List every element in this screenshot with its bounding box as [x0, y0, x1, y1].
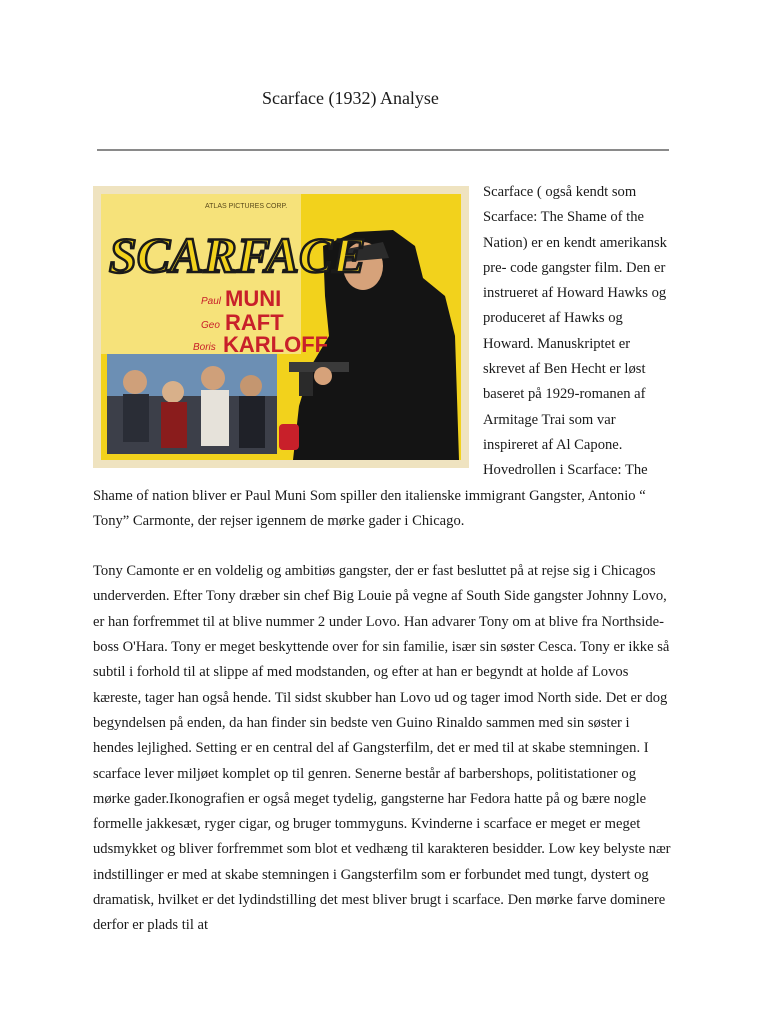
- paragraph-plot: Tony Camonte er en voldelig og ambitiøs gangster, der er fast besluttet på at rejse sig i Chicagos underverden. Efter Tony dræber sin chef Big Louie på vegne af South Side gangster Johnny Lovo, er han forfremmet til at blive nummer 2 under Lovo. Han advarer Tony om at blive fra Northside-boss O'Hara. Tony er meget beskyttende over for sin familie, især sin søster Cesca. Tony er ikke så subtil i forhold til at slippe af med modstanden, og efter at han er begyndt at holde af Lovos kæreste, tager han også hende. Til sidst skubber han Lovo ud og tager imod North side. Det er dog begyndelsen på enden, da han finder sin bedste ven Guino Rinaldo sammen med sin søster i hendes lejlighed. Setting er en central del af Gangsterfilm, det er med til at skabe stemningen. I scarface lever miljøet komplet op til genren. Senerne består af barbershops, politistationer og mørke gader.Ikonografien er også meget tydelig, gangsterne har Fedora hatte på og bære nogle formelle jakkesæt, ryger cigar, og bruger tommyguns. Kvinderne i scarface er meget er meget udsmykket og bliver forfremmet som blot et vedhæng til karakteren besidder. Low key belyste nær indstillinger er med at skabe stemningen i Gangsterfilm som er forbundet med tungt, dystert og dramatisk, hvilket er det lydindstilling det mest bliver brugt i scarface. Den mørke farve dominere derfor er plads til at: [93, 563, 671, 934]
- title-divider: [97, 149, 669, 151]
- poster-credit-first: Paul: [201, 296, 222, 307]
- poster-credit-last: MUNI: [225, 286, 282, 311]
- scarface-poster-image: [93, 186, 469, 468]
- poster-studio-text: ATLAS PICTURES CORP.: [205, 203, 288, 210]
- page-title: Scarface (1932) Analyse: [262, 88, 439, 108]
- document-body: [93, 180, 673, 939]
- poster-credit-first: Geo: [201, 320, 220, 331]
- poster-credit-last: KARLOFF: [223, 332, 329, 357]
- paragraph-intro: Scarface ( også kendt som Scarface: The Shame of the Nation) er en kendt amerikansk pre- code gangster film. Den er instrueret af Howard Hawks og produceret af Hawks og Howard. Manuskriptet er skrevet af Ben Hecht er løst baseret på 1929-romanen af Armitage Trai som var inspireret af Al Capone. Hovedrollen i Scarface: The Shame of nation bliver er Paul Muni Som spiller den italienske immigrant Gangster, Antonio “ Tony” Carmonte, der rejser igennem de mørke gader i Chicago.: [93, 184, 667, 529]
- poster-logo-text: SCARFACE: [109, 227, 366, 283]
- poster-credit-first: Boris: [193, 342, 216, 353]
- poster-credit-last: RAFT: [225, 310, 284, 335]
